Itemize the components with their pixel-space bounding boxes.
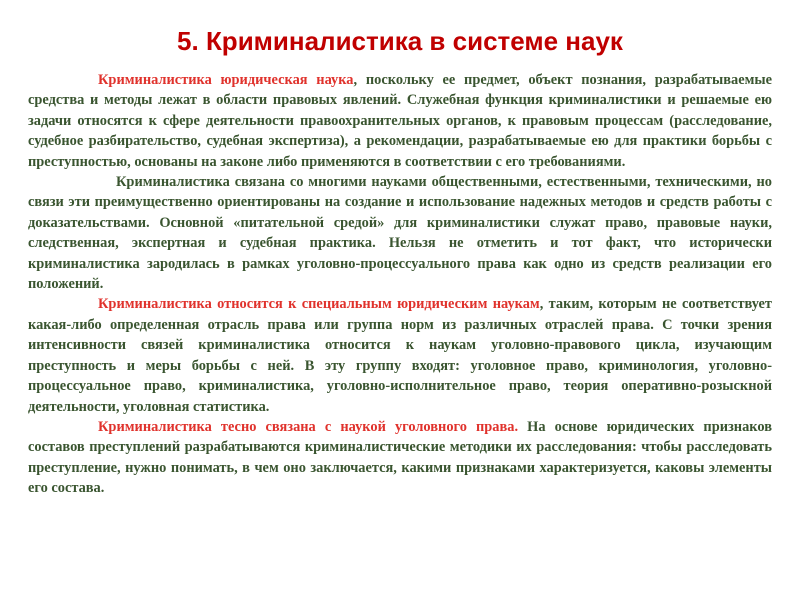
paragraph-4-highlight: Криминалистика тесно связана с наукой уголовного права. — [98, 418, 519, 435]
paragraph-1-highlight: Криминалистика юридическая наука — [98, 72, 354, 88]
paragraph-1-text: , поскольку ее предмет, объект познания, разрабатываемые средства и методы лежат в области правовых явлений. Служебная функция криминалистики и решаемые ею задачи относятся к сфере деятельности правоохранительных органов, к правовым процессам (расследование, судебное разбирательство, судебная экспертиза), а рекомендации, разрабатываемые ею для практики борьбы с преступностью, основаны на законе либо применяются в соответствии с его требованиями. — [28, 72, 773, 170]
paragraph-4-text: На основе юридических признаков составов преступлений разрабатываются криминалистические методики их расследования: чтобы расследовать преступление, нужно понимать, в чем оно заключается, какими признаками характеризуется, каковы элементы его состава. — [28, 418, 772, 497]
paragraph-3-highlight: Криминалистика относится к специальным юридическим наукам — [98, 296, 540, 313]
paragraph-1 — [28, 70, 772, 172]
paragraph-3-text: , таким, которым не соответствует какая-либо определенная отрасль права или группа норм из различных отраслей права. С точки зрения интенсивности связей криминалистика относится к наукам уголовно-правового цикла, изучающим преступность и меры борьбы с ней. В эту группу входят: уголовное право, криминология, уголовно-процессуальное право, криминалистика, уголовно-исполнительное право, теория оперативно-розыскной деятельности, уголовная статистика. — [28, 296, 772, 415]
paragraph-3 — [28, 294, 772, 416]
slide-title: 5. Криминалистика в системе наук — [177, 26, 623, 56]
paragraph-2 — [28, 172, 772, 294]
paragraph-4 — [28, 417, 772, 499]
slide-body — [28, 70, 772, 499]
paragraph-2-text: Криминалистика связана со многими науками общественными, естественными, техническими, но связи эти преимущественно ориентированы на создание и использование надежных методов и средств работы с доказательствами. Основной «питательной средой» для криминалистики служат право, правовые науки, следственная, экспертная и судебная практика. Нельзя не отметить и тот факт, что исторически криминалистика зародилась в рамках уголовно-процессуального права как одно из средств реализации его положений. — [28, 174, 772, 293]
